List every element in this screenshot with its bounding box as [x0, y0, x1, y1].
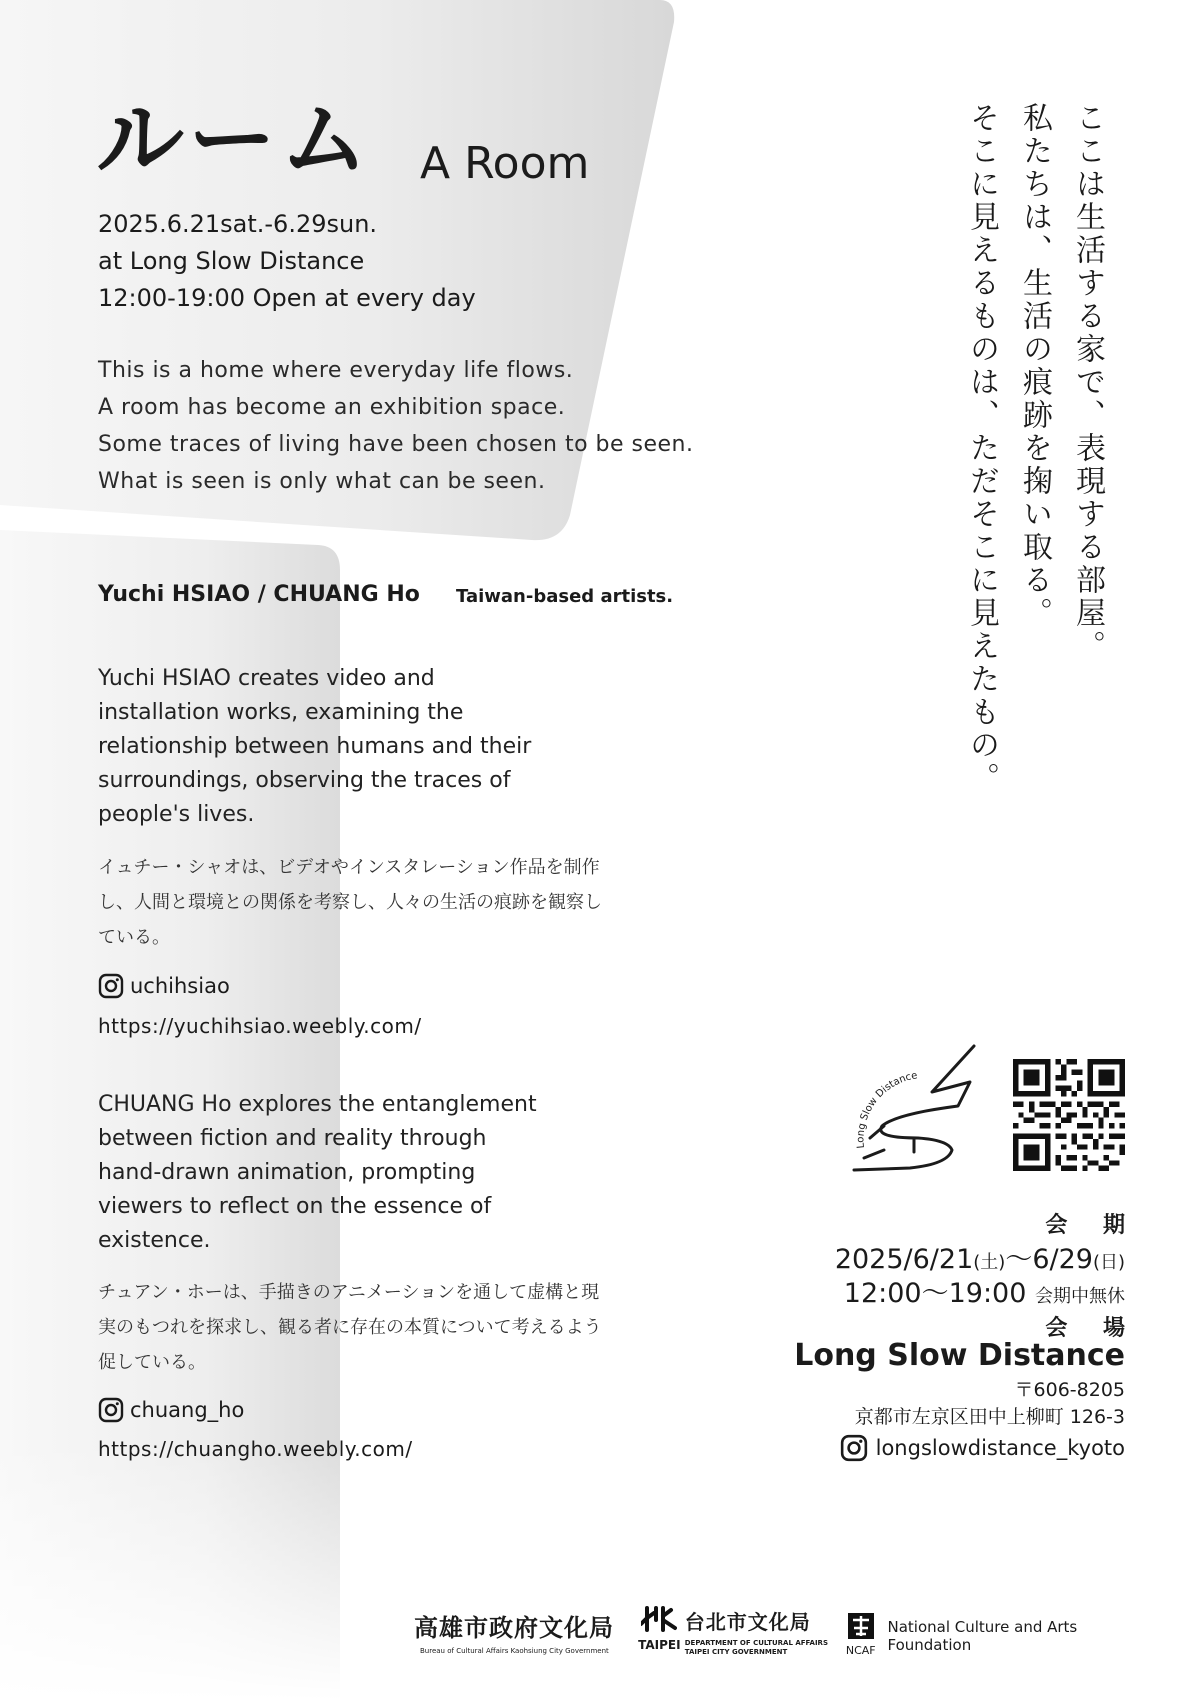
date-start: 2025/6/21 — [834, 1244, 974, 1275]
intro-line: A room has become an exhibition space. — [98, 395, 566, 420]
venue-label: 会 場 — [1045, 1316, 1139, 1341]
taipei-text-block — [685, 1606, 828, 1666]
intro-line: Some traces of living have been chosen to be seen. — [98, 432, 694, 457]
event-hours: 12:00-19:00 Open at every day — [98, 284, 476, 312]
date-separator: 〜 — [1005, 1244, 1033, 1275]
event-time — [844, 1271, 1125, 1310]
ncaf-mark-icon — [846, 1611, 876, 1641]
title-japanese: ルーム — [96, 88, 373, 191]
taipei-mark-icon — [641, 1606, 677, 1632]
intro-line: This is a home where everyday life flows. — [98, 358, 574, 383]
instagram-icon — [840, 1434, 868, 1462]
sponsor-taipei — [638, 1606, 828, 1666]
logo-text: Long Slow Distance — [855, 1070, 919, 1149]
artist-names: Yuchi HSIAO / CHUANG Ho — [98, 582, 420, 607]
date-start-day: (土) — [973, 1252, 1006, 1273]
instagram-icon — [98, 973, 124, 999]
chuang-instagram[interactable] — [98, 1395, 244, 1425]
kaohsiung-caption: Bureau of Cultural Affairs Kaohsiung City Government — [420, 1647, 609, 1655]
chuang-website-link[interactable]: https://chuangho.weebly.com/ — [98, 1437, 413, 1461]
kaohsiung-name: 高雄市政府文化局 — [414, 1613, 614, 1642]
date-end-day: (日) — [1092, 1252, 1125, 1273]
ncaf-mark-block — [842, 1611, 879, 1656]
venue-address: 京都市左京区田中上柳町 126-3 — [854, 1406, 1125, 1428]
ncaf-mark: NCAF — [845, 1643, 876, 1657]
instagram-handle: chuang_ho — [130, 1398, 245, 1422]
taipei-name: 台北市文化局 — [684, 1610, 811, 1634]
venue-name: Long Slow Distance — [794, 1338, 1125, 1373]
vertical-text-line-2: 私たちは、生活の痕跡を掬い取る。 — [1017, 102, 1052, 630]
qr-code — [1013, 1059, 1125, 1171]
vertical-text-line-1: ここは生活する家で、表現する部屋。 — [1070, 102, 1105, 663]
intro-text — [98, 352, 694, 500]
venue-instagram[interactable] — [840, 1434, 1125, 1462]
chuang-bio-en: CHUANG Ho explores the entanglement between fiction and reality through hand-drawn animation, prompting viewers to reflect on the essence of existence. — [98, 1092, 537, 1253]
sponsor-kaohsiung — [414, 1606, 614, 1666]
instagram-handle: longslowdistance_kyoto — [875, 1436, 1125, 1460]
hsiao-bio-jp: イュチー・シャオは、ビデオやインスタレーション作品を制作し、人間と環境との関係を考察し、人々の生活の痕跡を観察している。 — [98, 857, 602, 948]
vertical-text-line-3: そこに見えるものは、ただそこに見えたもの。 — [964, 102, 999, 795]
period-label: 会 期 — [1045, 1213, 1139, 1238]
event-info — [98, 206, 476, 317]
artists-subtitle: Taiwan-based artists. — [456, 586, 674, 607]
logo-mark — [844, 1040, 1000, 1176]
hsiao-instagram[interactable] — [98, 971, 230, 1001]
time-range: 12:00〜19:00 — [843, 1278, 1027, 1309]
event-venue: at Long Slow Distance — [98, 247, 365, 275]
event-dates: 2025.6.21sat.-6.29sun. — [98, 210, 378, 238]
ncaf-name: National Culture and Arts Foundation — [887, 1618, 1078, 1654]
time-note: 会期中無休 — [1035, 1286, 1125, 1307]
instagram-icon — [98, 1397, 124, 1423]
taipei-mark: TAIPEI — [638, 1638, 681, 1652]
hsiao-website-link[interactable]: https://yuchihsiao.weebly.com/ — [98, 1014, 422, 1038]
postal-code: 〒606-8205 — [1014, 1379, 1125, 1401]
intro-line: What is seen is only what can be seen. — [98, 469, 546, 494]
chuang-bio-jp: チュアン・ホーは、手描きのアニメーションを通して虚構と現実のもつれを探求し、観る者に存在の本質について考えるよう促している。 — [98, 1282, 602, 1373]
date-end: 6/29 — [1032, 1244, 1093, 1275]
sponsor-ncaf — [842, 1606, 1162, 1666]
hsiao-bio-en: Yuchi HSIAO creates video and installation works, examining the relationship between humans and their surroundings, observing the traces of people's lives. — [98, 666, 532, 827]
taipei-mark-block — [638, 1606, 681, 1666]
title-english: A Room — [420, 138, 590, 189]
instagram-handle: uchihsiao — [130, 974, 230, 998]
taipei-caption-1: DEPARTMENT OF CULTURAL AFFAIRS — [684, 1639, 828, 1647]
taipei-caption-2: TAIPEI CITY GOVERNMENT — [684, 1648, 788, 1656]
